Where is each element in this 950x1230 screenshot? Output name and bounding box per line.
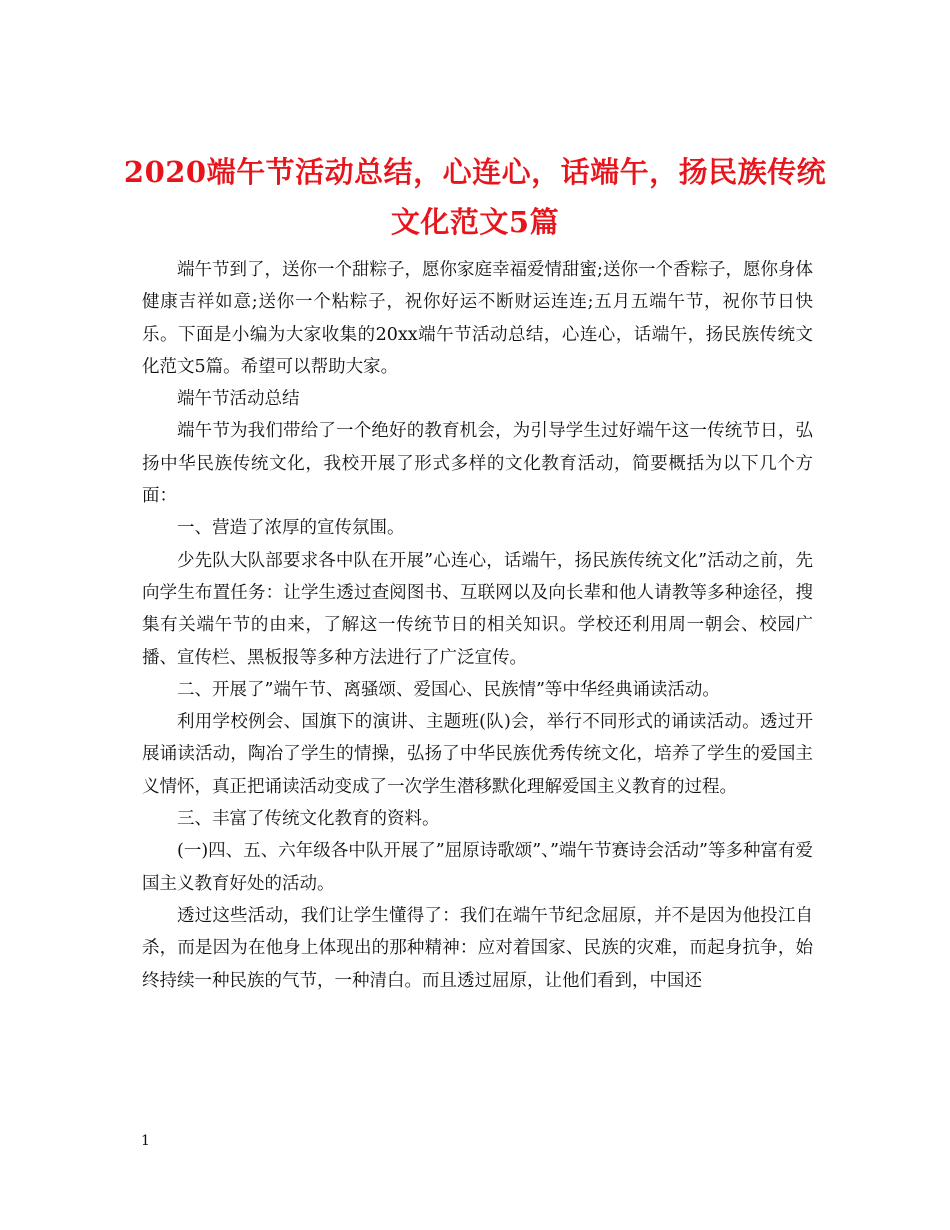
intro-paragraph: 端午节到了，送你一个甜粽子，愿你家庭幸福爱情甜蜜;送你一个香粽子，愿你身体健康吉祥如意;送你一个粘粽子，祝你好运不断财运连连;五月五端午节，祝你节日快乐。下面是小编为大家收集的20xx端午节活动总结，心连心，话端午，扬民族传统文化范文5篇。希望可以帮助大家。 bbox=[142, 260, 813, 377]
document-body bbox=[142, 254, 813, 997]
document-title bbox=[120, 147, 830, 247]
body-paragraph: 少先队大队部要求各中队在开展”心连心，话端午，扬民族传统文化”活动之前，先向学生布置任务：让学生透过查阅图书、互联网以及向长辈和他人请教等多种途径，搜集有关端午节的由来，了解这一传统节日的相关知识。学校还利用周一朝会、校园广播、宣传栏、黑板报等多种方法进行了广泛宣传。 bbox=[142, 550, 813, 668]
subheading-2: 二、开展了”端午节、离骚颂、爱国心、民族情”等中华经典诵读活动。 bbox=[177, 679, 720, 700]
body-paragraph: 透过这些活动，我们让学生懂得了：我们在端午节纪念屈原，并不是因为他投江自杀，而是因为在他身上体现出的那种精神：应对着国家、民族的灾难，而起身抗争，始终持续一种民族的气节，一种清白。而且透过屈原，让他们看到，中国还 bbox=[142, 905, 813, 991]
title-line-1: 2020端午节活动总结，心连心，话端午，扬民族传统 bbox=[123, 155, 827, 190]
body-paragraph: 端午节为我们带给了一个绝好的教育机会，为引导学生过好端午这一传统节日，弘扬中华民族传统文化，我校开展了形式多样的文化教育活动，简要概括为以下几个方面： bbox=[142, 421, 813, 507]
body-paragraph: (一)四、五、六年级各中队开展了”屈原诗歌颂”、”端午节赛诗会活动”等多种富有爱国主义教育好处的活动。 bbox=[142, 841, 813, 894]
subheading-1: 一、营造了浓厚的宣传氛围。 bbox=[177, 518, 405, 539]
body-paragraph: 利用学校例会、国旗下的演讲、主题班(队)会，举行不同形式的诵读活动。透过开展诵读活动，陶冶了学生的情操，弘扬了中华民族优秀传统文化，培养了学生的爱国主义情怀，真正把诵读活动变成了一次学生潜移默化理解爱国主义教育的过程。 bbox=[142, 712, 813, 797]
title-line-2: 文化范文5篇 bbox=[390, 205, 560, 240]
subheading-3: 三、丰富了传统文化教育的资料。 bbox=[177, 809, 440, 830]
section-heading: 端午节活动总结 bbox=[177, 389, 300, 410]
page-number: 1 bbox=[141, 1133, 150, 1149]
